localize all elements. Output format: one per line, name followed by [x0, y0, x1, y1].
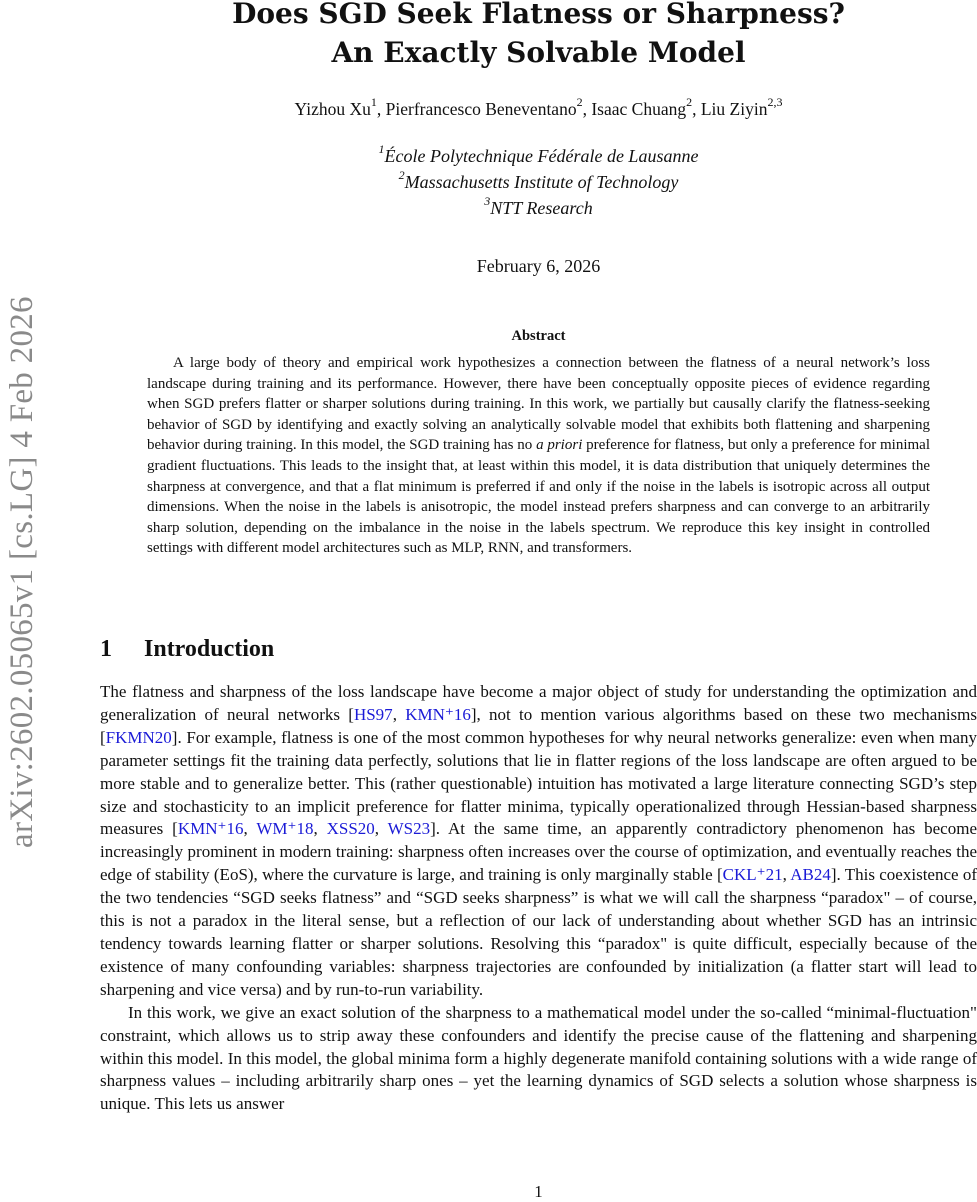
citation-link[interactable]: WS23 — [387, 819, 431, 839]
affiliation — [100, 143, 977, 169]
author-name: Isaac Chuang — [591, 99, 687, 119]
citation-link[interactable]: AB24 — [790, 865, 831, 885]
text-run: , — [374, 819, 388, 839]
abstract-italic-phrase: a priori — [536, 437, 583, 454]
author-name: Yizhou Xu — [294, 99, 371, 119]
section-heading — [100, 632, 977, 666]
author-affiliation-mark: 2 — [576, 95, 583, 110]
author-affiliation-mark: 2 — [686, 95, 693, 110]
citation-link[interactable]: XSS20 — [326, 819, 375, 839]
section-number: 1 — [100, 636, 112, 662]
paragraph — [100, 681, 977, 1002]
citation-link[interactable]: KMN⁺16 — [177, 819, 244, 839]
affiliation-mark: 1 — [378, 142, 385, 156]
affiliation-name: NTT Research — [490, 198, 593, 218]
affiliation-name: École Polytechnique Fédérale de Lausanne — [384, 146, 699, 166]
affiliation-list — [100, 143, 977, 221]
citation-link[interactable]: WM⁺18 — [256, 819, 314, 839]
text-run: , — [782, 865, 791, 885]
affiliation-mark: 2 — [398, 168, 405, 182]
citation-link[interactable]: HS97 — [353, 704, 393, 724]
citation-link[interactable]: CKL⁺21 — [722, 865, 783, 885]
title-line-2: An Exactly Solvable Model — [331, 36, 746, 69]
author-affiliation-mark: 2,3 — [767, 95, 783, 110]
abstract-heading: Abstract — [511, 328, 566, 344]
author-name: Liu Ziyin — [700, 99, 768, 119]
text-run: , — [313, 819, 327, 839]
paper-title — [100, 0, 977, 72]
publication-date: February 6, 2026 — [476, 256, 601, 276]
author-affiliation-mark: 1 — [370, 95, 377, 110]
page-number: 1 — [534, 1182, 543, 1201]
citation-link[interactable]: KMN⁺16 — [405, 704, 471, 724]
text-run: ]. At the same time, an apparently contradictory phenomenon has become increasingly prominent in modern training: sharpness often increases over the course of optimization, and eventually reaches the edge of stability (EoS), where the curvature is large, and training is only marginally stable [ — [100, 819, 977, 885]
abstract-text — [147, 353, 930, 559]
text-run: , — [243, 819, 257, 839]
abstract-text-part: preference for flatness, but only a preference for minimal gradient fluctuations. This leads to the insight that, at least within this model, it is data distribution that uniquely determines the sharpness at convergence, and that a flat minimum is preferred if and only if the noise in the labels is isotropic across all output dimensions. When the noise in the labels is anisotropic, the model instead prefers sharpness and can converge to an arbitrarily sharp solution, depending on the imbalance in the noise in the labels spectrum. We reproduce this key insight in controlled settings with different model architectures such as MLP, RNN, and transformers. — [147, 437, 930, 557]
affiliation-mark: 3 — [484, 194, 491, 208]
affiliation — [100, 169, 977, 195]
text-run: ]. For example, flatness is one of the most common hypotheses for why neural networks generalize: even when many parameter settings fit the training data perfectly, solutions that lie in flatter regions of the loss landscape are often argued to be more stable and to generalize better. This (rather questionable) intuition has motivated a large literature connecting SGD’s step size and stochasticity to an implicit preference for flatter minima, typically operationalized through Hessian-based sharpness measures [ — [100, 727, 977, 839]
author-name: Pierfrancesco Beneventano — [385, 99, 577, 119]
body-text — [100, 681, 977, 1116]
text-run: The flatness and sharpness of the loss landscape have become a major object of study for understanding the optimization and generalization of neural networks [ — [100, 682, 977, 724]
affiliation — [100, 195, 977, 221]
section-title: Introduction — [144, 636, 275, 662]
title-line-1: Does SGD Seek Flatness or Sharpness? — [232, 0, 845, 30]
abstract-text-part: A large body of theory and empirical work hypothesizes a connection between the flatness of a neural network’s loss landscape during training and its performance. However, there have been conceptually opposite pieces of evidence regarding when SGD prefers flatter or sharper solutions during training. In this work, we partially but causally clarify the flatness-seeking behavior of SGD by identifying and exactly solving an analytically solvable model that exhibits both flattening and sharpening behavior during training. In this model, the SGD training has no — [147, 355, 930, 454]
text-run: ], not to mention various algorithms based on these two mechanisms [ — [100, 704, 977, 747]
text-run: , — [392, 704, 406, 724]
arxiv-identifier: arXiv:2602.05065v1 [cs.LG] 4 Feb 2026 — [4, 296, 40, 848]
paragraph: In this work, we give an exact solution of the sharpness to a mathematical model under the so-called “minimal-fluctuation" constraint, which allows us to strip away these confounders and identify the precise cause of the flattening and sharpening within this model. In this model, the global minima form a highly degenerate manifold containing solutions with a wide range of sharpness values – including arbitrarily sharp ones – yet the learning dynamics of SGD selects a solution whose sharpness is unique. This lets us answer — [100, 1002, 977, 1114]
affiliation-name: Massachusetts Institute of Technology — [404, 172, 679, 192]
text-run: ]. This coexistence of the two tendencies “SGD seeks flatness” and “SGD seeks sharpness” is what we will call the sharpness “paradox" – of course, this is not a paradox in the literal sense, but a reflection of our lack of understanding about whether SGD has an intrinsic tendency towards learning flatter or sharper solutions. Resolving this “paradox" is quite difficult, especially because of the existence of many confounding variables: sharpness trajectories are confounded by initialization (a flatter start will lead to sharpening and vice versa) and by run-to-run variability. — [100, 865, 977, 999]
citation-link[interactable]: FKMN20 — [105, 727, 172, 747]
author-list: Yizhou Xu$^1$, Pierfrancesco Beneventano$^2$, Isaac Chuang$^2$, Liu Ziyin$^{2,3}$ — [294, 95, 783, 119]
